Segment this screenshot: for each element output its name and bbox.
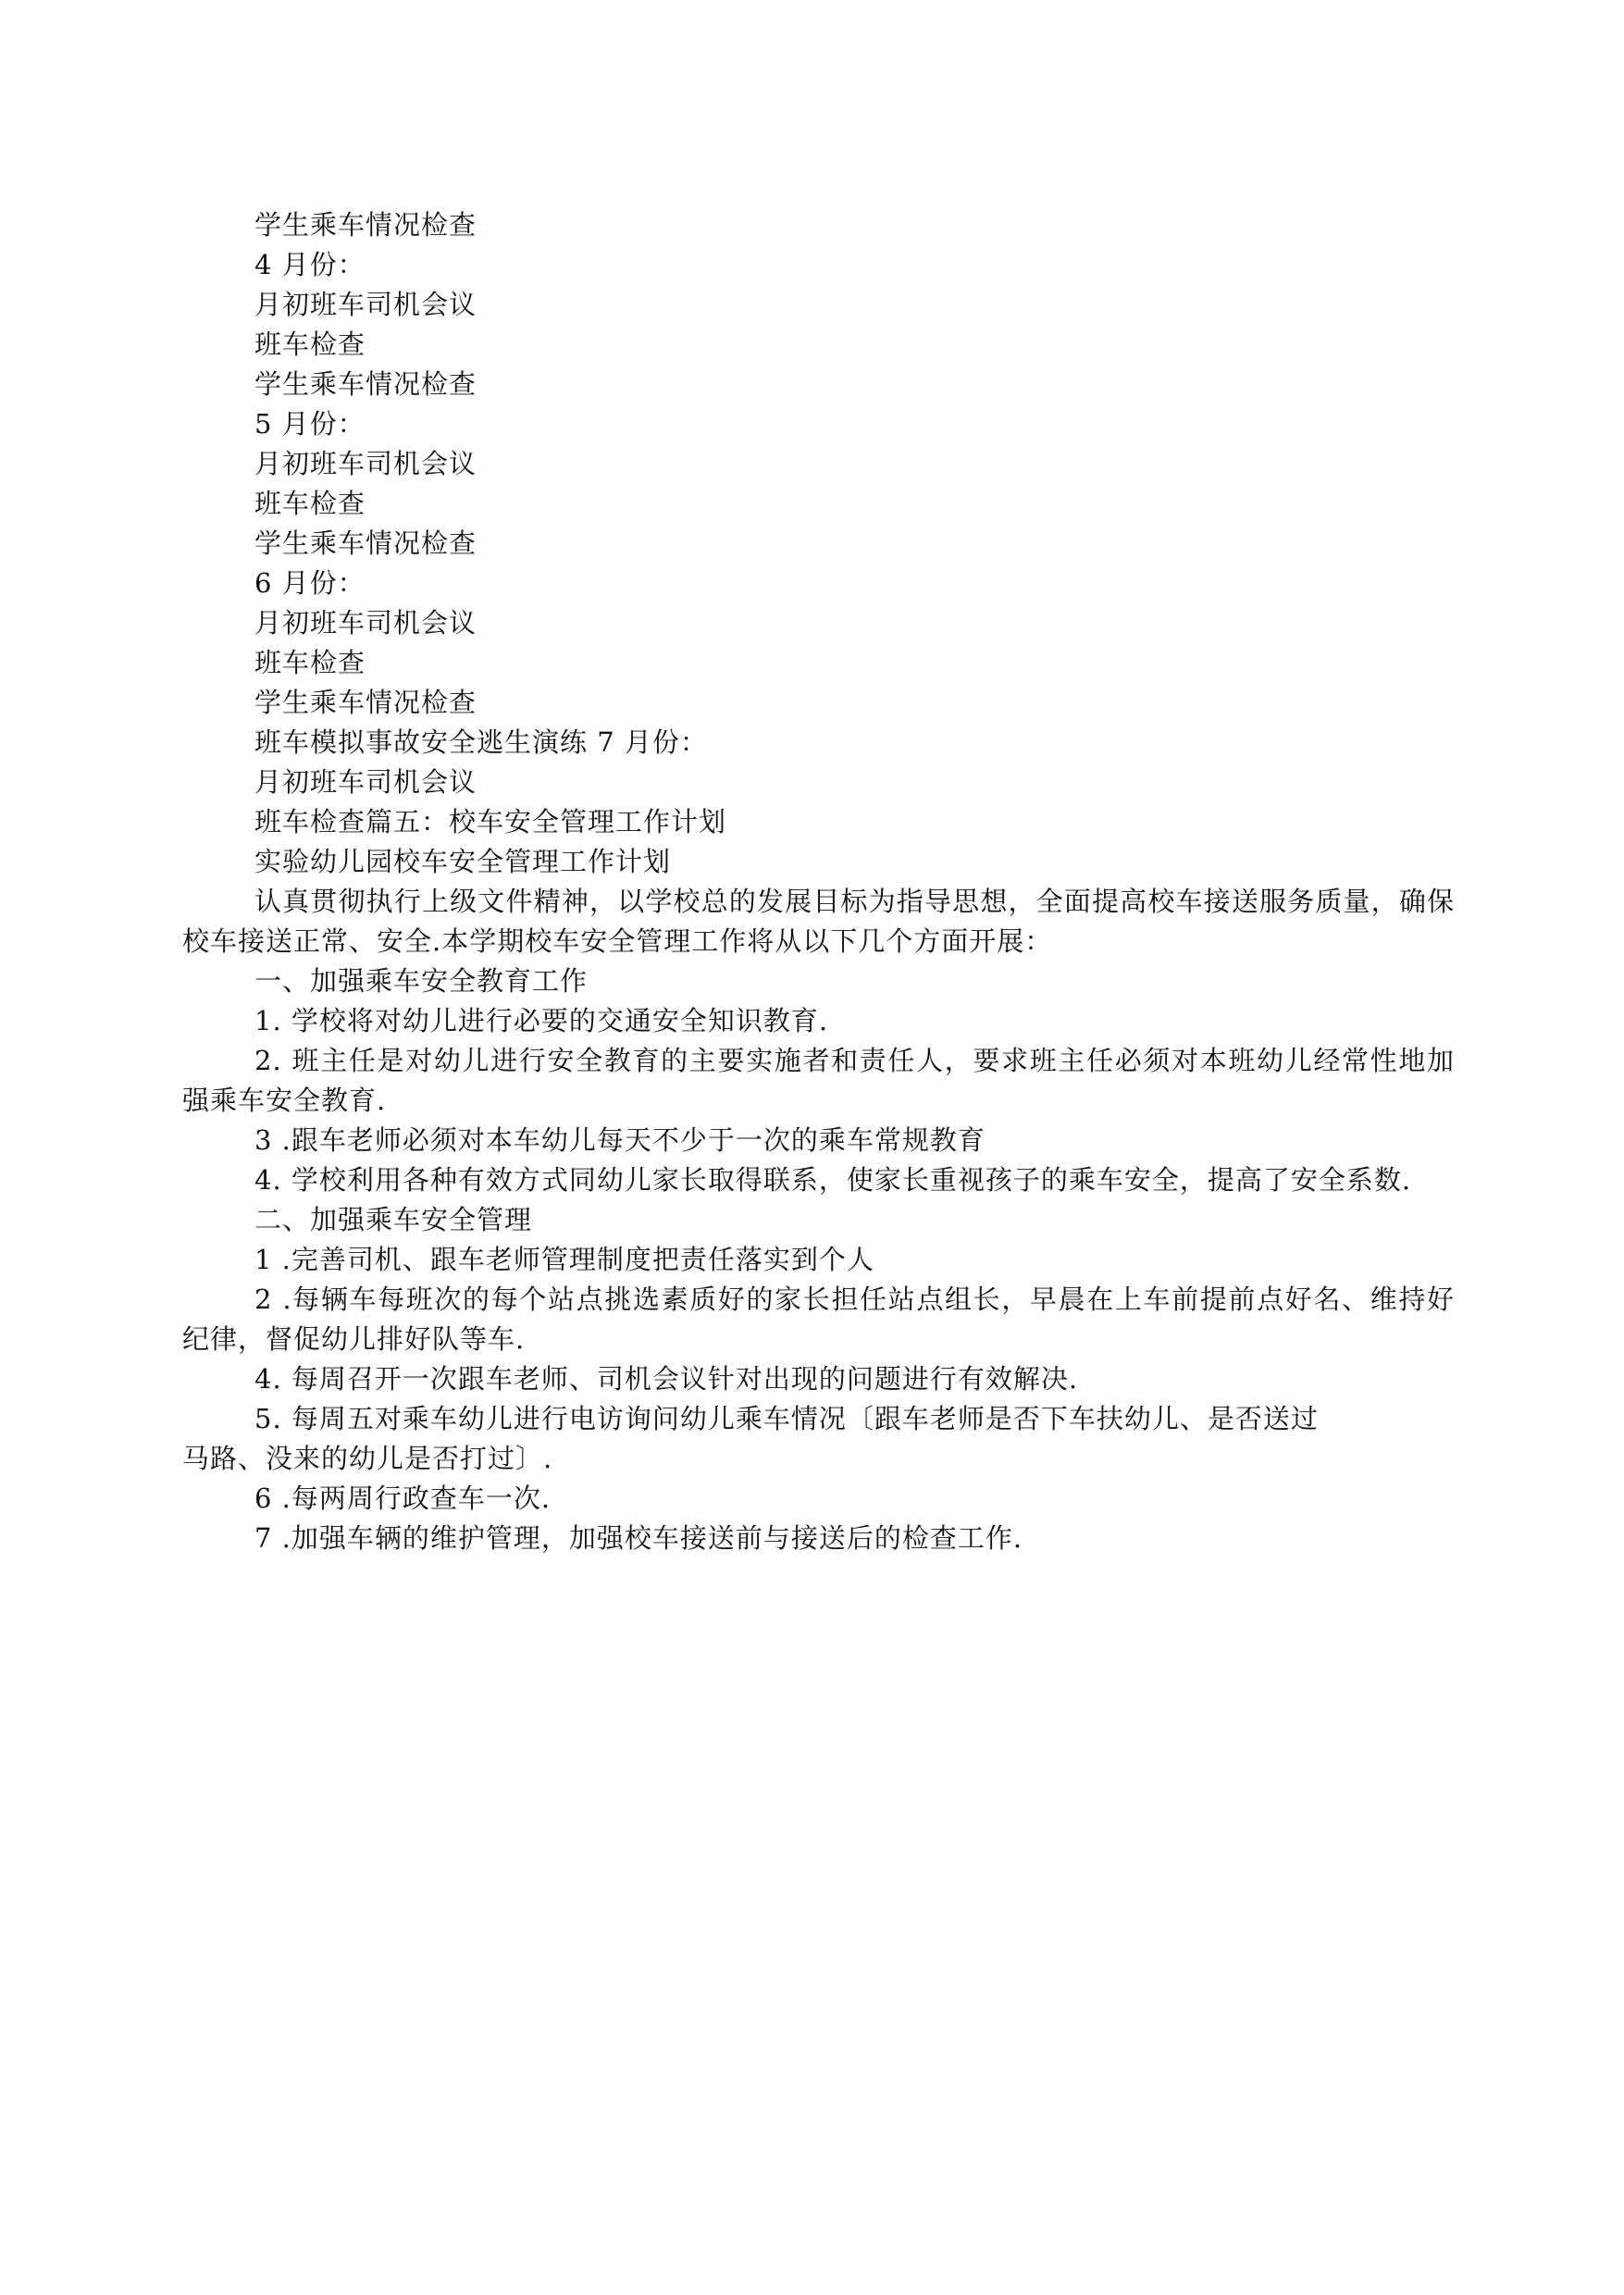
- month-heading: 4 月份：: [254, 249, 366, 280]
- month-heading: 6 月份：: [254, 567, 366, 599]
- text-line: 班车检查: [254, 488, 366, 519]
- text-line: 学生乘车情况检查: [254, 368, 477, 400]
- list-item: 1. 学校将对幼儿进行必要的交通安全知识教育.: [254, 1005, 829, 1036]
- text-line: 月初班车司机会议: [254, 289, 477, 320]
- list-item: 4. 学校利用各种有效方式同幼儿家长取得联系，使家长重视孩子的乘车安全，提高了安全系数.: [254, 1164, 1412, 1196]
- list-item: 2. 班主任是对幼儿进行安全教育的主要实施者和责任人，要求班主任必须对本班幼儿经常性地加强乘车安全教育.: [182, 1045, 1455, 1116]
- document-title: 实验幼儿园校车安全管理工作计划: [254, 846, 672, 877]
- list-item: 4. 每周召开一次跟车老师、司机会议针对出现的问题进行有效解决.: [254, 1363, 1079, 1395]
- list-item: [182, 1399, 1455, 1479]
- text-line: 月初班车司机会议: [254, 448, 477, 479]
- intro-paragraph: 认真贯彻执行上级文件精神，以学校总的发展目标为指导思想，全面提高校车接送服务质量，确保校车接送正常、安全.本学期校车安全管理工作将从以下几个方面开展：: [182, 886, 1455, 957]
- text-line: 学生乘车情况检查: [254, 527, 477, 559]
- list-item: 6 .每两周行政查车一次.: [254, 1482, 552, 1514]
- text-line: 班车检查: [254, 647, 366, 678]
- text-line: 班车检查篇五：校车安全管理工作计划: [254, 806, 727, 837]
- list-item-line: 马路、没来的幼儿是否打过〕.: [182, 1443, 553, 1474]
- section-heading: 一、加强乘车安全教育工作: [254, 965, 589, 997]
- text-line: 月初班车司机会议: [254, 607, 477, 639]
- document-body: [182, 205, 1455, 1558]
- month-heading: 5 月份：: [254, 408, 366, 440]
- text-line: 班车检查: [254, 329, 366, 360]
- list-item-line: 5. 每周五对乘车幼儿进行电访询问幼儿乘车情况〔跟车老师是否下车扶幼儿、是否送过: [254, 1403, 1319, 1434]
- list-item: 1 .完善司机、跟车老师管理制度把责任落实到个人: [254, 1244, 874, 1275]
- text-line: 学生乘车情况检查: [254, 209, 477, 241]
- list-item: 3 .跟车老师必须对本车幼儿每天不少于一次的乘车常规教育: [254, 1124, 986, 1156]
- section-heading: 二、加强乘车安全管理: [254, 1204, 533, 1235]
- list-item: 7 .加强车辆的维护管理，加强校车接送前与接送后的检查工作.: [254, 1522, 1023, 1554]
- text-line: 班车模拟事故安全逃生演练 7 月份：: [254, 726, 708, 758]
- list-item: 2 .每辆车每班次的每个站点挑选素质好的家长担任站点组长，早晨在上车前提前点好名、维持好纪律，督促幼儿排好队等车.: [182, 1284, 1455, 1355]
- text-line: 月初班车司机会议: [254, 766, 477, 798]
- text-line: 学生乘车情况检查: [254, 687, 477, 718]
